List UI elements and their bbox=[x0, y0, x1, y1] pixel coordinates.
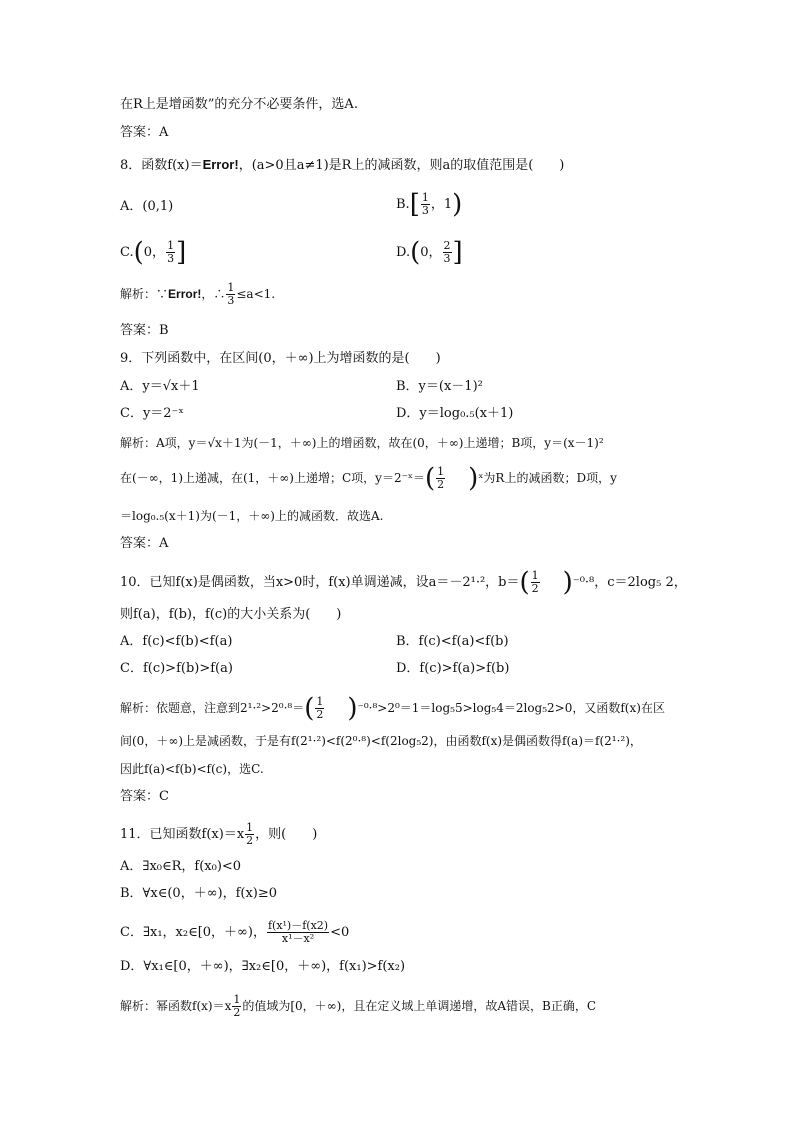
q8-sol-frac bbox=[226, 282, 235, 307]
q11-sol-pre: 解析：幂函数f(x)＝x bbox=[120, 999, 232, 1013]
q11-optc-frac bbox=[267, 920, 329, 945]
q9-solution-3: ＝log₀.₅(x＋1)为(－1，＋∞)上的减函数．故选A. bbox=[120, 509, 384, 523]
q11-sol-post: 的值域为[0，＋∞)，且在定义域上单调递增，故A错误，B正确，C bbox=[242, 999, 597, 1013]
frac-den: 2 bbox=[437, 478, 445, 491]
q10-head-post: ⁻⁰·⁸，c＝2log₅ 2， bbox=[572, 575, 687, 590]
q8-sol-mid: ，∴ bbox=[201, 287, 226, 301]
q11-optc-pre: C．∃x₁，x₂∈[0，＋∞)， bbox=[120, 925, 266, 940]
q9-solution-1: 解析：A项，y＝√x＋1为(－1，＋∞)上的增函数，故在(0，＋∞)上递增；B项，y＝(x－1)² bbox=[120, 436, 604, 450]
q10-option-c: C．f(c)>f(b)>f(a) bbox=[120, 661, 233, 676]
frac-den: x¹－x² bbox=[281, 932, 315, 945]
q11-option-a: A．∃x₀∈R，f(x₀)<0 bbox=[120, 859, 242, 874]
q9-option-b: B．y＝(x－1)² bbox=[396, 379, 483, 394]
frac-num: 1 bbox=[246, 821, 254, 834]
q9-option-d: D．y＝log₀.₅(x＋1) bbox=[396, 406, 514, 421]
q9-sol2-frac bbox=[436, 466, 445, 491]
paren-left: ( bbox=[410, 237, 421, 268]
q11-option-b: B．∀x∈(0，＋∞)，f(x)≥0 bbox=[120, 886, 278, 901]
q8-option-b bbox=[396, 189, 463, 220]
q8-optd-label: D. bbox=[396, 245, 411, 260]
frac-num: 1 bbox=[167, 239, 175, 252]
q11-option-d: D．∀x₁∈[0，＋∞)，∃x₂∈[0，＋∞)，f(x₁)>f(x₂) bbox=[120, 959, 406, 974]
question-11 bbox=[120, 822, 317, 847]
question-10 bbox=[120, 567, 687, 598]
q10-sol1-pre: 解析：依题意，注意到2¹·²>2⁰·⁸＝ bbox=[120, 701, 305, 715]
q8-optb-label: B. bbox=[396, 197, 410, 212]
answer-10: 答案：C bbox=[120, 789, 169, 804]
frac-num: f(x¹)－f(x2) bbox=[267, 919, 329, 932]
q9-solution-2 bbox=[120, 463, 617, 494]
q10-head-pre: 10．已知f(x)是偶函数，当x>0时，f(x)单调递减，设a＝－2¹·²，b＝ bbox=[120, 575, 520, 590]
q8-cond: ，(a>0且a≠1)是R上的减函数，则a的取值范围是( ) bbox=[238, 158, 565, 173]
q8-fx: f(x)＝ bbox=[167, 158, 203, 173]
q8-optd-mid: 0， bbox=[420, 245, 442, 260]
q10-sol1-post: ⁻⁰·⁸>2⁰＝1＝log₅5>log₅4＝2log₅2>0，又函数f(x)在区 bbox=[357, 701, 665, 715]
q8-sol-error: Error! bbox=[168, 287, 202, 301]
q8-optb-frac bbox=[421, 192, 430, 217]
paren-right: ) bbox=[452, 189, 463, 220]
q8-option-c bbox=[120, 237, 187, 268]
answer-7: 答案：A bbox=[120, 125, 169, 140]
frac-num: 1 bbox=[316, 695, 324, 708]
q11-sol-frac bbox=[232, 994, 241, 1019]
q11-head-pre: 11．已知函数f(x)＝x bbox=[120, 827, 245, 842]
q11-option-c bbox=[120, 920, 349, 945]
frac-den: 3 bbox=[443, 252, 451, 265]
q8-optd-frac bbox=[443, 240, 452, 265]
frac-num: 1 bbox=[421, 191, 429, 204]
question-8 bbox=[120, 156, 564, 175]
frac-num: 1 bbox=[233, 993, 241, 1006]
q11-solution bbox=[120, 994, 596, 1019]
q8-sol-post: ≤a<1. bbox=[236, 287, 276, 301]
frac-num: 1 bbox=[437, 465, 445, 478]
frac-num: 1 bbox=[531, 569, 539, 582]
paren-left: ( bbox=[425, 463, 436, 494]
q9-option-c: C．y＝2⁻ˣ bbox=[120, 406, 184, 421]
q8-option-a: A．(0,1) bbox=[120, 199, 174, 214]
frac-den: 3 bbox=[227, 294, 235, 307]
q8-optb-post: ，1 bbox=[430, 197, 453, 212]
frac-num: 2 bbox=[443, 239, 451, 252]
frac-den: 2 bbox=[531, 582, 539, 595]
q11-head-post: ，则( ) bbox=[255, 827, 318, 842]
q8-option-d bbox=[396, 237, 463, 268]
bracket-right: ] bbox=[176, 237, 187, 268]
q8-optc-mid: 0， bbox=[143, 245, 166, 260]
q11-head-frac bbox=[245, 822, 254, 847]
paren-right: ) bbox=[347, 693, 358, 724]
q8-optc-frac bbox=[166, 240, 175, 265]
frac-den: 3 bbox=[421, 204, 429, 217]
q8-sol-pre: 解析：∵ bbox=[120, 287, 169, 301]
frac-den: 3 bbox=[167, 252, 175, 265]
answer-9: 答案：A bbox=[120, 536, 169, 551]
q10-solution-1 bbox=[120, 693, 665, 724]
q8-error: Error! bbox=[202, 157, 239, 172]
paren-left: ( bbox=[519, 567, 530, 598]
q9-sol2-post: ˣ为R上的减函数；D项，y bbox=[478, 471, 617, 485]
q8-optc-label: C. bbox=[120, 245, 134, 260]
q8-solution bbox=[120, 282, 275, 307]
q8-head: 8．函数 bbox=[120, 158, 168, 173]
q11-optc-post: <0 bbox=[330, 925, 350, 940]
bracket-left: [ bbox=[409, 189, 420, 220]
q10-solution-3: 因此f(a)<f(b)<f(c)，选C. bbox=[120, 762, 264, 776]
q9-sol2-pre: 在(－∞，1)上递减，在(1，＋∞)上递增；C项，y＝2⁻ˣ＝ bbox=[120, 471, 426, 485]
paren-right: ) bbox=[468, 463, 479, 494]
frac-den: 2 bbox=[316, 708, 324, 721]
paren-left: ( bbox=[133, 237, 144, 268]
paren-right: ) bbox=[562, 567, 573, 598]
q10-option-b: B．f(c)<f(a)<f(b) bbox=[396, 634, 509, 649]
line-1: 在R上是增函数”的充分不必要条件，选A. bbox=[120, 97, 358, 112]
q10-sol1-frac bbox=[315, 696, 324, 721]
paren-left: ( bbox=[304, 693, 315, 724]
question-10-line-2: 则f(a)，f(b)，f(c)的大小关系为( ) bbox=[120, 607, 342, 622]
q9-option-a: A．y＝√x＋1 bbox=[120, 379, 200, 394]
bracket-right: ] bbox=[452, 237, 463, 268]
q10-option-a: A．f(c)<f(b)<f(a) bbox=[120, 634, 233, 649]
q10-head-frac bbox=[531, 570, 540, 595]
frac-den: 2 bbox=[233, 1006, 241, 1019]
answer-8: 答案：B bbox=[120, 323, 169, 338]
q10-option-d: D．f(c)>f(a)>f(b) bbox=[396, 661, 510, 676]
question-9: 9．下列函数中，在区间(0，＋∞)上为增函数的是( ) bbox=[120, 351, 441, 366]
q10-solution-2: 间(0，＋∞)上是减函数，于是有f(2¹·²)<f(2⁰·⁸)<f(2log₅2)，由函数f(x)是偶函数得f(a)＝f(2¹·²)， bbox=[120, 734, 642, 748]
frac-num: 1 bbox=[227, 281, 235, 294]
frac-den: 2 bbox=[246, 834, 254, 847]
